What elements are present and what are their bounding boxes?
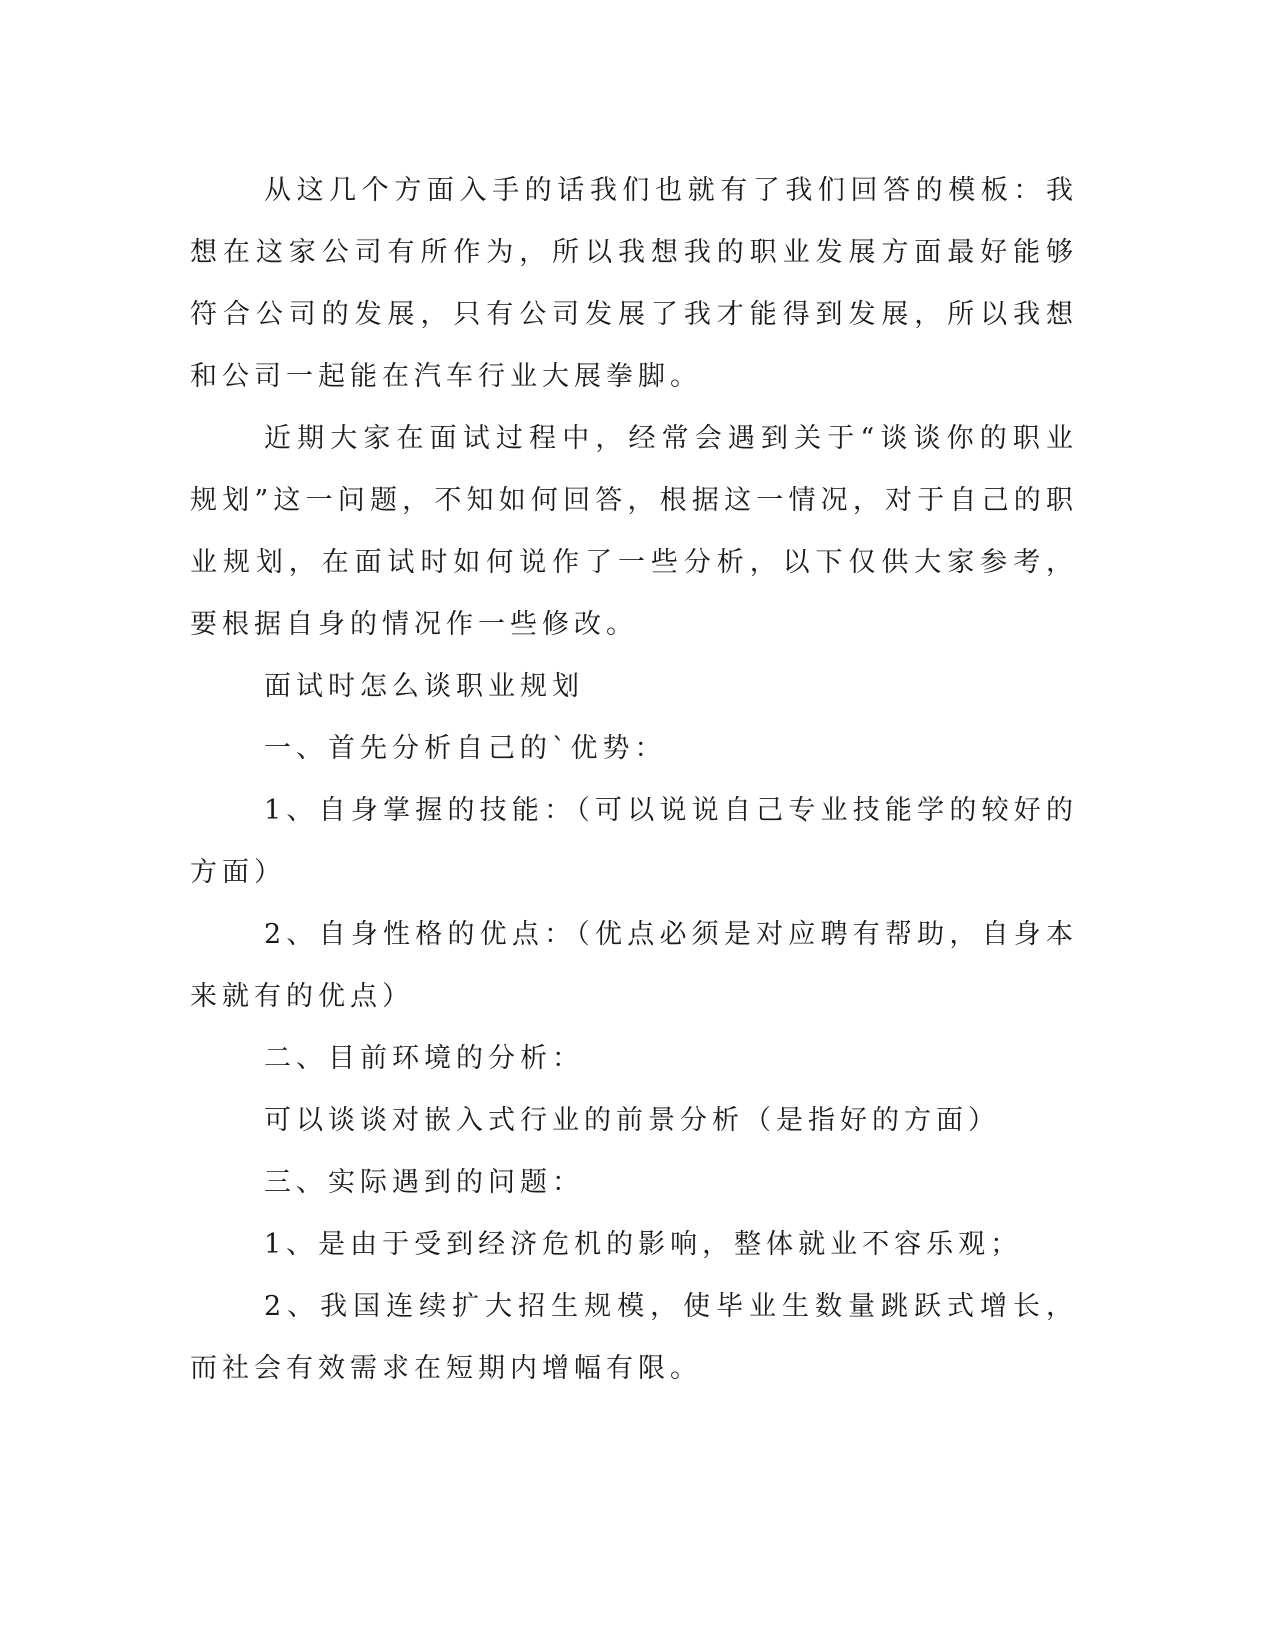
list-item-enrollment: 2、我国连续扩大招生规模，使毕业生数量跳跃式增长，而社会有效需求在短期内增幅有限。 [190,1291,1078,1384]
document-body [190,160,1078,1400]
list-item-skills: 1、自身掌握的技能：（可以说说自己专业技能学的较好的方面） [190,795,1078,888]
paragraph-intro: 近期大家在面试过程中，经常会遇到关于“谈谈你的职业规划”这一问题，不知如何回答，根据这一情况，对于自己的职业规划，在面试时如何说作了一些分析，以下仅供大家参考，要根据自身的情况作一些修改。 [190,423,1078,640]
paragraph-industry-outlook: 可以谈谈对嵌入式行业的前景分析（是指好的方面） [264,1105,1000,1136]
list-item-personality: 2、自身性格的优点：（优点必须是对应聘有帮助，自身本来就有的优点） [190,919,1078,1012]
heading-problems: 三、实际遇到的问题： [264,1167,584,1198]
list-item-economic-crisis: 1、是由于受到经济危机的影响，整体就业不容乐观； [264,1229,1023,1260]
heading-environment: 二、目前环境的分析： [264,1043,584,1074]
paragraph-answer-template: 从这几个方面入手的话我们也就有了我们回答的模板：我想在这家公司有所作为，所以我想我的职业发展方面最好能够符合公司的发展，只有公司发展了我才能得到发展，所以我想和公司一起能在汽车行业大展拳脚。 [190,175,1078,392]
heading-strengths: 一、首先分析自己的`优势： [264,733,667,764]
section-title: 面试时怎么谈职业规划 [264,671,584,702]
